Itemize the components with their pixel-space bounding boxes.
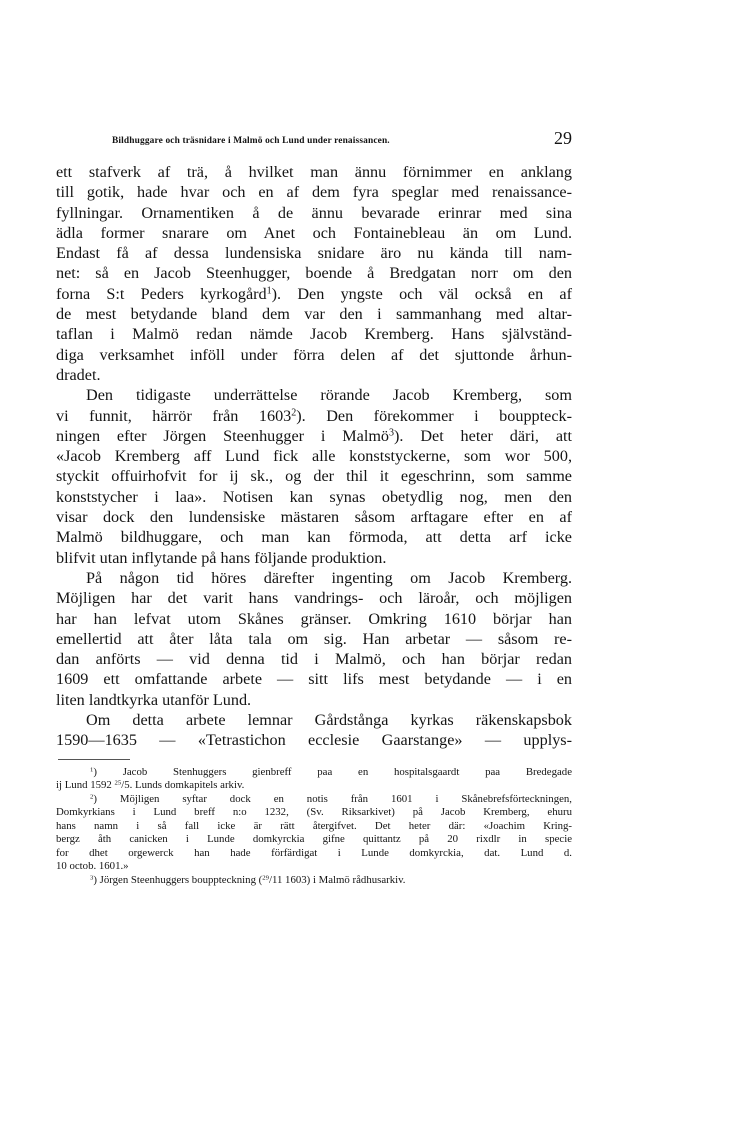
- text-segment: vi funnit, härrör från 1603: [56, 406, 292, 425]
- running-title: Bildhuggare och träsnidare i Malmö och Lund under renaissancen.: [112, 136, 390, 146]
- date-superscript: 29: [262, 873, 269, 881]
- footnotes: [56, 766, 572, 888]
- footnote-marker: 2: [90, 792, 94, 800]
- text-line: taflan i Malmö redan nämde Jacob Kremberg. Hans självständ-: [56, 325, 572, 344]
- footnote-line: for dhet orgewerck han hade förfärdigat i Lunde domkyrckia, dat. Lund d.: [56, 846, 572, 859]
- text-line: 1609 ett omfattande arbete — sitt lifs mest betydande — i en: [56, 670, 572, 689]
- footnote-marker: 3: [90, 873, 94, 881]
- footnote-ref: 1: [266, 285, 272, 297]
- footnote-line: 10 octob. 1601.»: [56, 860, 129, 873]
- text-segment: 1603) i Malmö rådhusarkiv.: [282, 873, 406, 886]
- footnote-line: [56, 779, 572, 793]
- text-segment: ). Den förekommer i bouppteck-: [296, 406, 572, 425]
- text-line: de mest betydande bland dem var den i sammanhang med altar-: [56, 305, 572, 324]
- footnote-line: [56, 793, 572, 807]
- text-segment: ) Jörgen Steenhuggers bouppteckning (: [93, 873, 263, 886]
- footnote-line: bergz åth canicken i Lunde domkyrckia gifne quittantz på 20 rixdlr in specie: [56, 833, 572, 846]
- text-line: ett stafverk af trä, å hvilket man ännu förnimmer en anklang: [56, 163, 572, 181]
- text-line: dradet.: [56, 365, 101, 384]
- text-line: har han lefvat utom Skånes gränser. Omkring 1610 börjar han: [56, 609, 572, 628]
- text-segment: 11: [271, 873, 283, 886]
- text-line: [56, 284, 572, 304]
- text-line: diga verksamhet inföll under förra delen af det sjuttonde århun-: [56, 345, 572, 364]
- text-line: På någon tid höres därefter ingenting om Jacob Kremberg.: [86, 568, 572, 587]
- footnote-ref: 2: [291, 407, 297, 419]
- footnote-line: [56, 766, 572, 780]
- text-segment: ) Möjligen syftar dock en notis från 1601 i Skånebrefsförteckningen,: [93, 792, 572, 805]
- text-segment: forna S:t Peders kyrkogård: [56, 284, 267, 303]
- text-line: konststycher i laa». Notisen kan synas obetydlig nog, men den: [56, 487, 572, 506]
- text-segment: ningen efter Jörgen Steenhugger i Malmö: [56, 426, 390, 445]
- text-line: Den tidigaste underrättelse rörande Jacob Kremberg, som: [86, 386, 572, 405]
- text-segment: ) Jacob Stenhuggers gienbreff paa en hospitalsgaardt paa Bredegade: [93, 765, 572, 778]
- footnote-line: hans namn i så fall icke är rätt återgifvet. Det heter där: «Joachim Kring-: [56, 819, 572, 832]
- page: [56, 128, 572, 887]
- text-segment: ). Det heter däri, att: [394, 426, 572, 445]
- text-line: styckit offuirhofvit for ij sk., og der thil it egeschrinn, som samme: [56, 467, 572, 486]
- text-line: blifvit utan inflytande på hans följande produktion.: [56, 548, 387, 567]
- footnote-divider: [58, 759, 130, 760]
- text-line: emellertid att åter låta tala om sig. Han arbetar — såsom re-: [56, 629, 572, 648]
- text-segment: ). Den yngste och väl också en af: [271, 284, 572, 303]
- text-line: ädla former snarare om Anet och Fontainebleau än om Lund.: [56, 223, 572, 242]
- text-line: fyllningar. Ornamentiken å de ännu bevarade erinrar med sina: [56, 203, 572, 222]
- date-superscript: 25: [114, 779, 122, 787]
- text-line: «Jacob Kremberg aff Lund fick alle konststyckerne, som wor 500,: [56, 447, 572, 466]
- text-line: Om detta arbete lemnar Gårdstånga kyrkas räkenskapsbok: [86, 711, 572, 730]
- text-segment: /: [268, 873, 272, 886]
- text-line: Malmö bildhuggare, och man kan förmoda, att detta arf icke: [56, 528, 572, 547]
- text-segment: . Lunds domkapitels arkiv.: [129, 779, 245, 792]
- text-line: liten landtkyrka utanför Lund.: [56, 690, 252, 709]
- body-text: [56, 162, 572, 751]
- page-number: 29: [554, 128, 572, 148]
- text-segment: /: [121, 779, 125, 792]
- text-line: Möjligen har det varit hans vandrings- och läroår, och möjligen: [56, 589, 572, 608]
- footnote-ref: 3: [389, 427, 395, 439]
- footnote-marker: 1: [90, 765, 94, 773]
- footnote-line: [56, 874, 572, 888]
- text-line: 1590—1635 — «Tetrastichon ecclesie Gaarstange» — upplys-: [56, 731, 572, 750]
- text-line: [56, 406, 572, 426]
- running-head: [56, 128, 572, 162]
- text-line: dan anförts — vid denna tid i Malmö, och han börjar redan: [56, 650, 572, 669]
- footnote-line: Domkyrkians i Lund breff n:o 1232, (Sv. Riksarkivet) på Jacob Kremberg, ehuru: [56, 806, 572, 819]
- text-line: visar dock den lundensiske mästaren såsom arftagare efter en af: [56, 508, 572, 527]
- text-line: [56, 426, 572, 446]
- text-line: net: så en Jacob Steenhugger, boende å Bredgatan norr om den: [56, 264, 572, 283]
- text-line: Endast få af dessa lundensiska snidare äro nu kända till nam-: [56, 244, 572, 263]
- text-line: till gotik, hade hvar och en af dem fyra speglar med renaissance-: [56, 183, 572, 202]
- text-segment: 5: [124, 779, 130, 792]
- text-segment: ij Lund 1592: [56, 779, 112, 792]
